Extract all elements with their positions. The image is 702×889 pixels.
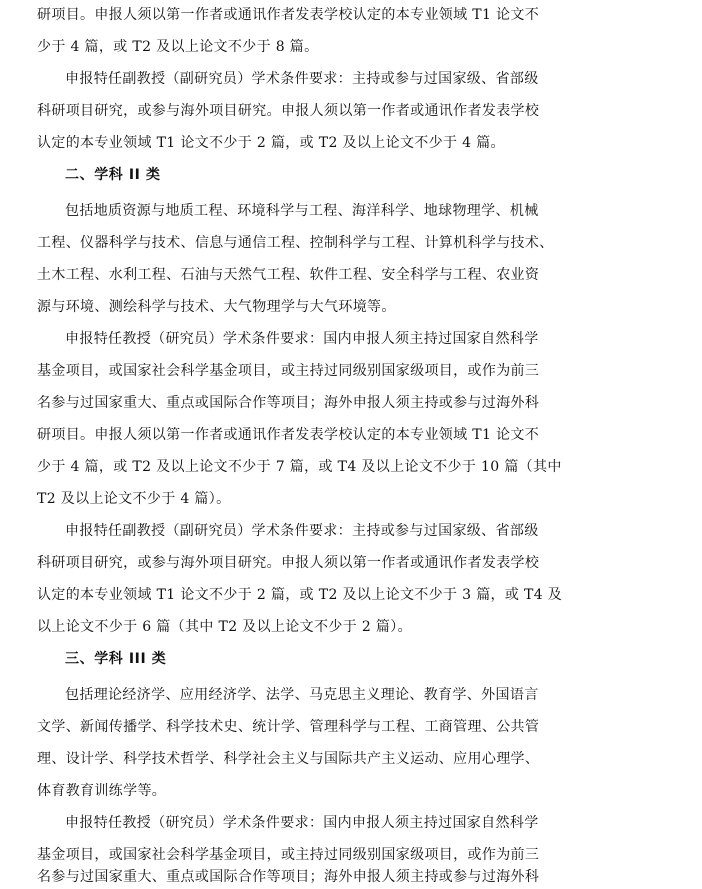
- paragraph-line: 申报特任副教授（副研究员）学术条件要求：主持或参与过国家级、省部级: [65, 71, 539, 87]
- paragraph-line: 申报特任教授（研究员）学术条件要求：国内申报人须主持过国家自然科学: [65, 815, 539, 831]
- paragraph-line: 包括地质资源与地质工程、环境科学与工程、海洋科学、地球物理学、机械: [65, 203, 539, 219]
- paragraph-line: 土木工程、水利工程、石油与天然气工程、软件工程、安全科学与工程、农业资: [37, 267, 540, 283]
- paragraph-line: 名参与过国家重大、重点或国际合作等项目；海外申报人须主持或参与过海外科: [37, 869, 540, 885]
- paragraph-line: 少于 4 篇，或 T2 及以上论文不少于 7 篇，或 T4 及以上论文不少于 10 篇（其中: [37, 459, 562, 475]
- paragraph-line: 认定的本专业领域 T1 论文不少于 2 篇，或 T2 及以上论文不少于 4 篇。: [37, 135, 505, 151]
- section-heading: 二、学科 II 类: [65, 167, 161, 183]
- paragraph-line: T2 及以上论文不少于 4 篇）。: [37, 491, 231, 507]
- paragraph-line: 申报特任副教授（副研究员）学术条件要求：主持或参与过国家级、省部级: [65, 523, 539, 539]
- paragraph-line: 源与环境、测绘科学与技术、大气物理学与大气环境等。: [37, 299, 396, 315]
- paragraph-line: 理、设计学、科学技术哲学、科学社会主义与国际共产主义运动、应用心理学、: [37, 751, 540, 767]
- section-heading: 三、学科 III 类: [65, 651, 167, 667]
- paragraph-line: 申报特任教授（研究员）学术条件要求：国内申报人须主持过国家自然科学: [65, 331, 539, 347]
- paragraph-line: 名参与过国家重大、重点或国际合作等项目；海外申报人须主持或参与过海外科: [37, 395, 540, 411]
- paragraph-line: 基金项目，或国家社会科学基金项目，或主持过同级别国家级项目，或作为前三: [37, 363, 540, 379]
- paragraph-line: 研项目。申报人须以第一作者或通讯作者发表学校认定的本专业领域 T1 论文不: [37, 7, 540, 23]
- paragraph-line: 少于 4 篇，或 T2 及以上论文不少于 8 篇。: [37, 39, 319, 55]
- paragraph-line: 以上论文不少于 6 篇（其中 T2 及以上论文不少于 2 篇）。: [37, 619, 412, 635]
- paragraph-line: 基金项目，或国家社会科学基金项目，或主持过同级别国家级项目，或作为前三: [37, 847, 540, 863]
- paragraph-line: 包括理论经济学、应用经济学、法学、马克思主义理论、教育学、外国语言: [65, 687, 539, 703]
- paragraph-line: 研项目。申报人须以第一作者或通讯作者发表学校认定的本专业领域 T1 论文不: [37, 427, 540, 443]
- paragraph-line: 科研项目研究，或参与海外项目研究。申报人须以第一作者或通讯作者发表学校: [37, 555, 540, 571]
- paragraph-line: 体育教育训练学等。: [37, 783, 167, 799]
- paragraph-line: 文学、新闻传播学、科学技术史、统计学、管理科学与工程、工商管理、公共管: [37, 719, 540, 735]
- paragraph-line: 工程、仪器科学与技术、信息与通信工程、控制科学与工程、计算机科学与技术、: [37, 235, 554, 251]
- paragraph-line: 科研项目研究，或参与海外项目研究。申报人须以第一作者或通讯作者发表学校: [37, 103, 540, 119]
- paragraph-line: 认定的本专业领域 T1 论文不少于 2 篇，或 T2 及以上论文不少于 3 篇，或 T4 及: [37, 587, 563, 603]
